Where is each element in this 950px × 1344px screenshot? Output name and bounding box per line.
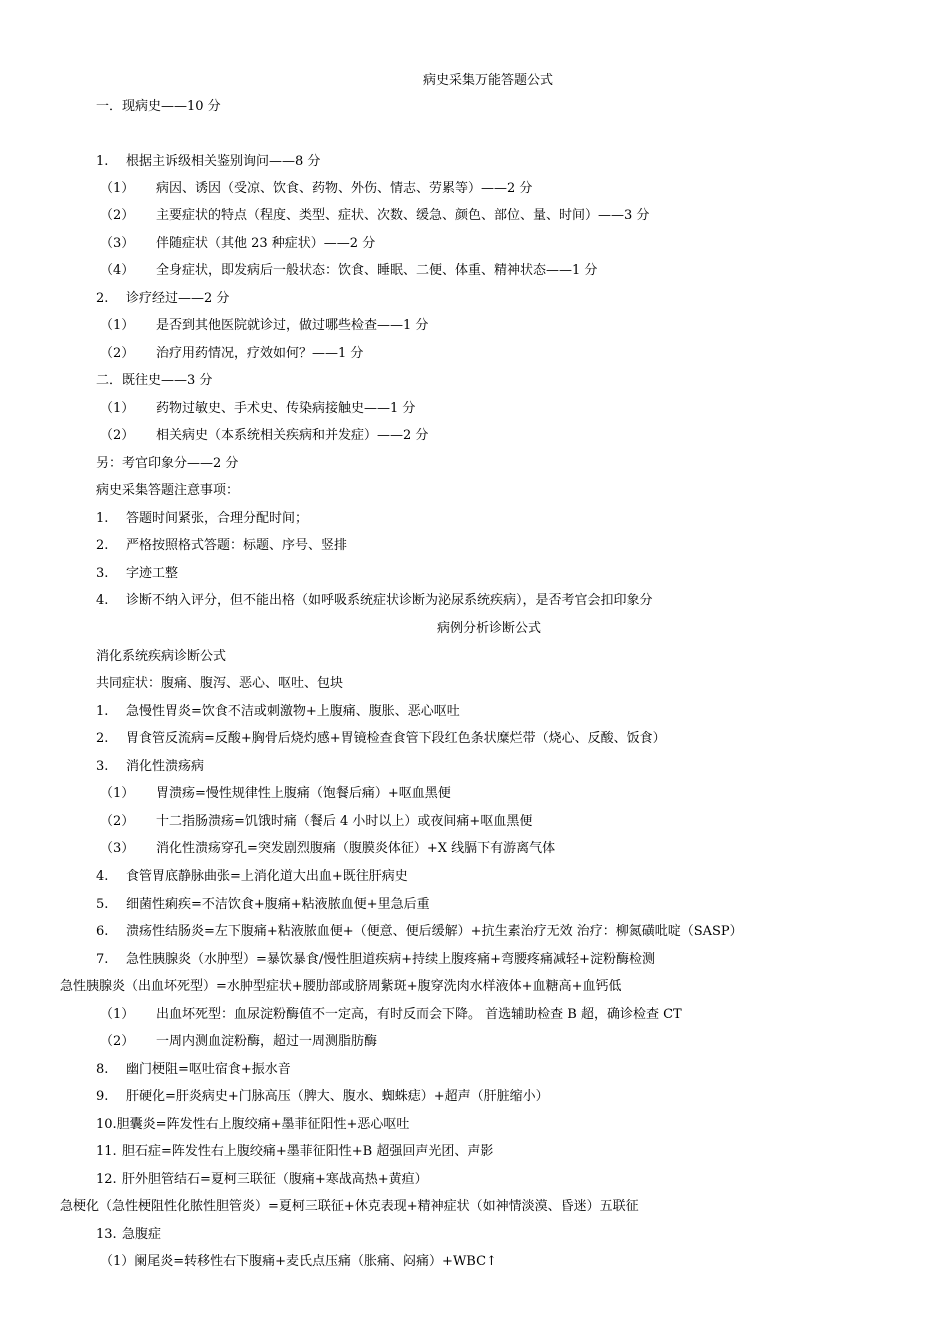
item-number: （2） [100, 814, 135, 829]
item-text: 溃疡性结肠炎=左下腹痛+粘液脓血便+（便意、便后缓解）+抗生素治疗无效 治疗：柳氮磺吡啶（SASP） [126, 924, 743, 939]
item-text: 是否到其他医院就诊过，做过哪些检查——1 分 [156, 318, 429, 333]
item-text: 诊疗经过——2 分 [126, 291, 230, 306]
item-text: 诊断不纳入评分，但不能出格（如呼吸系统症状诊断为泌尿系统疾病），是否考官会扣印象分 [126, 593, 653, 608]
item-number: 2. [96, 731, 109, 746]
item-number: 4. [96, 869, 109, 884]
item-text: 答题时间紧张，合理分配时间； [126, 511, 309, 526]
item-number: （3） [100, 236, 135, 251]
item-text: 病因、诱因（受凉、饮食、药物、外伤、情志、劳累等）——2 分 [156, 181, 533, 196]
item-number: 4. [96, 593, 109, 608]
acute-cholangitis-line: 急梗化（急性梗阻性化脓性胆管炎）=夏柯三联征+休克表现+精神症状（如神情淡漠、昏迷）五联征 [60, 1199, 639, 1214]
item-text: 急慢性胃炎=饮食不洁或刺激物+上腹痛、腹胀、恶心呕吐 [126, 704, 460, 719]
item-text: 肝外胆管结石=夏柯三联征（腹痛+寒战高热+黄疸） [122, 1172, 428, 1187]
item-number: 7. [96, 952, 109, 967]
examiner-impression: 另：考官印象分——2 分 [96, 456, 239, 471]
cholecystitis-line: 10.胆囊炎=阵发性右上腹绞痛+墨菲征阳性+恶心呕吐 [96, 1117, 410, 1132]
item-text: 相关病史（本系统相关疾病和并发症）——2 分 [156, 428, 429, 443]
item-text: 全身症状，即发病后一般状态：饮食、睡眠、二便、体重、精神状态——1 分 [156, 263, 598, 278]
item-text: 胃食管反流病=反酸+胸骨后烧灼感+胃镜检查食管下段红色条状糜烂带（烧心、反酸、饭食） [126, 731, 666, 746]
item-number: （2） [100, 346, 135, 361]
item-text: 消化性溃疡病 [126, 759, 205, 774]
item-number: 3. [96, 759, 109, 774]
item-number: （1） [100, 181, 135, 196]
item-text: 急性胰腺炎（水肿型）=暴饮暴食/慢性胆道疾病+持续上腹疼痛+弯腰疼痛减轻+淀粉酶检测 [126, 952, 655, 967]
item-number: （2） [100, 208, 135, 223]
item-text: 一周内测血淀粉酶，超过一周测脂肪酶 [156, 1034, 378, 1049]
item-text: 消化性溃疡穿孔=突发剧烈腹痛（腹膜炎体征）+X 线膈下有游离气体 [156, 841, 556, 856]
item-text: 出血坏死型：血尿淀粉酶值不一定高，有时反而会下降。 首选辅助检查 B 超，确诊检查 CT [156, 1007, 682, 1022]
item-text: 急腹症 [122, 1227, 162, 1242]
item-number: 1. [96, 154, 109, 169]
item-number: （1） [100, 786, 135, 801]
item-number: 9. [96, 1089, 109, 1104]
item-number: （3） [100, 841, 135, 856]
item-number: （1） [100, 318, 135, 333]
item-text: 幽门梗阻=呕吐宿食+振水音 [126, 1062, 291, 1077]
item-number: （2） [100, 428, 135, 443]
common-symptoms: 共同症状：腹痛、腹泻、恶心、呕吐、包块 [96, 676, 344, 691]
item-text: 治疗用药情况，疗效如何？——1 分 [156, 346, 364, 361]
item-number: 12. [96, 1172, 117, 1187]
item-text: 主要症状的特点（程度、类型、症状、次数、缓急、颜色、部位、量、时间）——3 分 [156, 208, 650, 223]
analysis-title: 病例分析诊断公式 [437, 621, 542, 636]
section-past-history: 二．既往史——3 分 [96, 373, 213, 388]
item-text: 肝硬化=肝炎病史+门脉高压（脾大、腹水、蜘蛛痣）+超声（肝脏缩小） [126, 1089, 549, 1104]
item-number: 1. [96, 704, 109, 719]
item-number: 2. [96, 538, 109, 553]
item-text: 十二指肠溃疡=饥饿时痛（餐后 4 小时以上）或夜间痛+呕血黑便 [156, 814, 533, 829]
item-text: 胃溃疡=慢性规律性上腹痛（饱餐后痛）+呕血黑便 [156, 786, 451, 801]
item-text: 字迹工整 [126, 566, 179, 581]
item-text: 胆石症=阵发性右上腹绞痛+墨菲征阳性+B 超强回声光团、声影 [122, 1144, 494, 1159]
item-number: 2. [96, 291, 109, 306]
item-text: 严格按照格式答题：标题、序号、竖排 [126, 538, 348, 553]
item-number: （2） [100, 1034, 135, 1049]
item-number: 1. [96, 511, 109, 526]
section-present-illness: 一．现病史——10 分 [96, 99, 221, 114]
item-number: 13. [96, 1227, 117, 1242]
item-number: 5. [96, 897, 109, 912]
item-number: 6. [96, 924, 109, 939]
appendicitis-line: （1）阑尾炎=转移性右下腹痛+麦氏点压痛（胀痛、闷痛）+WBC↑ [100, 1254, 497, 1269]
notes-title: 病史采集答题注意事项： [96, 483, 240, 498]
item-text: 细菌性痢疾=不洁饮食+腹痛+粘液脓血便+里急后重 [126, 897, 430, 912]
item-text: 食管胃底静脉曲张=上消化道大出血+既往肝病史 [126, 869, 408, 884]
item-number: （4） [100, 263, 135, 278]
history-title: 病史采集万能答题公式 [423, 73, 554, 88]
item-number: （1） [100, 401, 135, 416]
digestive-heading: 消化系统疾病诊断公式 [96, 649, 227, 664]
item-text: 药物过敏史、手术史、传染病接触史——1 分 [156, 401, 416, 416]
item-number: 3. [96, 566, 109, 581]
item-number: 8. [96, 1062, 109, 1077]
item-number: （1） [100, 1007, 135, 1022]
item-text: 伴随症状（其他 23 种症状）——2 分 [156, 236, 376, 251]
item-number: 11. [96, 1144, 117, 1159]
pancreatitis-necrotic-line: 急性胰腺炎（出血坏死型）=水肿型症状+腰肋部或脐周紫斑+腹穿洗肉水样液体+血糖高+血钙低 [60, 979, 622, 994]
item-text: 根据主诉级相关鉴别询问——8 分 [126, 154, 321, 169]
